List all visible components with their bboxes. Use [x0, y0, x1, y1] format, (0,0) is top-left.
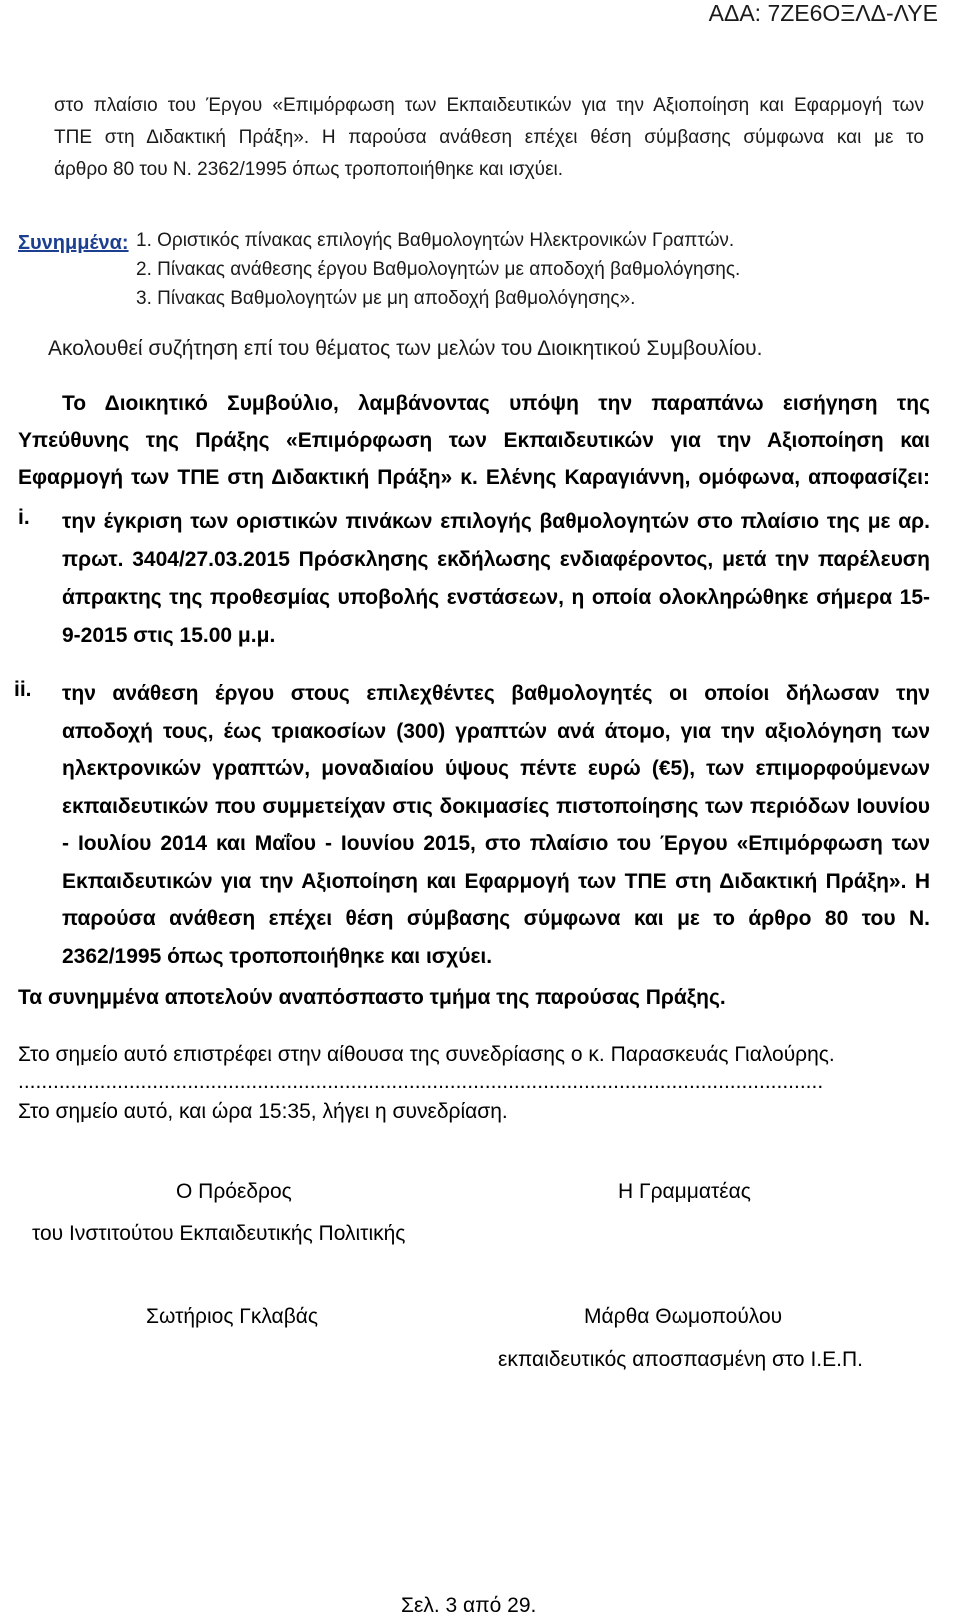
secretary-title: Η Γραμματέας — [618, 1180, 751, 1203]
attachment-item: 1. Οριστικός πίνακας επιλογής Βαθμολογητών Ηλεκτρονικών Γραπτών. — [136, 230, 735, 251]
item-i-line: πρωτ. 3404/27.03.2015 Πρόσκλησης εκδήλωσης ενδιαφέροντος, μετά την παρέλευση — [62, 548, 930, 571]
president-title: Ο Πρόεδρος — [176, 1180, 292, 1203]
item-ii-line: - Ιουλίου 2014 και Μαΐου - Ιουνίου 2015, στο πλαίσιο του Έργου «Επιμόρφωση των — [62, 832, 930, 855]
return-note: Στο σημείο αυτό επιστρέφει στην αίθουσα της συνεδρίασης ο κ. Παρασκευάς Γιαλούρης. — [18, 1043, 835, 1066]
item-ii-text — [62, 675, 930, 975]
intro-line: άρθρο 80 του Ν. 2362/1995 όπως τροποποιήθηκε και ισχύει. — [54, 159, 564, 180]
attachment-item: 2. Πίνακας ανάθεσης έργου Βαθμολογητών με αποδοχή βαθμολόγησης. — [136, 259, 741, 280]
decision-line: Εφαρμογή των ΤΠΕ στη Διδακτική Πράξη» κ. Ελένης Καραγιάννη, ομόφωνα, αποφασίζει: — [18, 466, 930, 489]
decision-line: Το Διοικητικό Συμβούλιο, λαμβάνοντας υπόψη την παραπάνω εισήγηση της — [62, 392, 930, 415]
president-organization: του Ινστιτούτου Εκπαιδευτικής Πολιτικής — [32, 1222, 406, 1245]
item-ii-line: εκπαιδευτικών που συμμετείχαν στις δοκιμασίες πιστοποίησης των περιόδων Ιουνίου — [62, 794, 930, 818]
discussion-text: Ακολουθεί συζήτηση επί του θέματος των μελών του Διοικητικού Συμβουλίου. — [48, 337, 763, 360]
item-i-text — [62, 503, 930, 655]
attachments-statement: Τα συνημμένα αποτελούν αναπόσπαστο τμήμα της παρούσας Πράξης. — [18, 986, 726, 1009]
item-ii-line: ηλεκτρονικών γραπτών, μοναδιαίου ύψους πέντε ευρώ (€5), των επιμορφούμενων — [62, 757, 930, 780]
intro-line: στο πλαίσιο του Έργου «Επιμόρφωση των Εκπαιδευτικών για την Αξιοποίηση και Εφαρμογή των — [54, 95, 924, 116]
decision-line: Υπεύθυνης της Πράξης «Επιμόρφωση των Εκπαιδευτικών για την Αξιοποίηση και — [18, 429, 930, 452]
intro-paragraph — [54, 90, 924, 186]
ada-header: ΑΔΑ: 7ΖΕ6ΟΞΛΔ-ΛΥΕ — [708, 0, 938, 26]
decision-paragraph — [18, 385, 930, 496]
item-ii-number: ii. — [14, 678, 32, 701]
attachment-item: 3. Πίνακας Βαθμολογητών με μη αποδοχή βαθμολόγησης». — [136, 288, 636, 309]
president-name: Σωτήριος Γκλαβάς — [146, 1305, 319, 1328]
page-number: Σελ. 3 από 29. — [401, 1594, 537, 1617]
item-ii-line: την ανάθεση έργου στους επιλεχθέντες βαθμολογητές οι οποίοι δήλωσαν την — [62, 682, 930, 705]
item-i-line: άπρακτης της προθεσμίας υποβολής ενστάσεων, η οποία ολοκληρώθηκε σήμερα 15- — [62, 586, 930, 609]
secretary-role: εκπαιδευτικός αποσπασμένη στο Ι.Ε.Π. — [498, 1348, 863, 1371]
closing-text: Στο σημείο αυτό, και ώρα 15:35, λήγει η συνεδρίαση. — [18, 1100, 508, 1123]
item-ii-line: παρούσα ανάθεση επέχει θέση σύμβασης σύμφωνα και με το άρθρο 80 του Ν. — [62, 907, 930, 930]
dots-separator: .......................................................................................................................................... — [18, 1070, 824, 1093]
item-i-number: i. — [18, 506, 30, 529]
item-i-line: 9-2015 στις 15.00 μ.μ. — [62, 624, 276, 647]
secretary-name: Μάρθα Θωμοπούλου — [584, 1305, 783, 1328]
item-ii-line: Εκπαιδευτικών για την Αξιοποίηση και Εφαρμογή των ΤΠΕ στη Διδακτική Πράξη». Η — [62, 869, 930, 893]
intro-line: ΤΠΕ στη Διδακτική Πράξη». Η παρούσα ανάθεση επέχει θέση σύμβασης σύμφωνα και με το — [54, 127, 924, 148]
attachments-label: Συνημμένα: — [18, 232, 129, 254]
item-ii-line: 2362/1995 όπως τροποποιήθηκε και ισχύει. — [62, 944, 493, 968]
item-i-line: την έγκριση των οριστικών πινάκων επιλογής βαθμολογητών στο πλαίσιο της με αρ. — [62, 510, 930, 533]
item-ii-line: αποδοχή τους, έως τριακοσίων (300) γραπτών ανά άτομο, για την αξιολόγηση των — [62, 719, 930, 743]
